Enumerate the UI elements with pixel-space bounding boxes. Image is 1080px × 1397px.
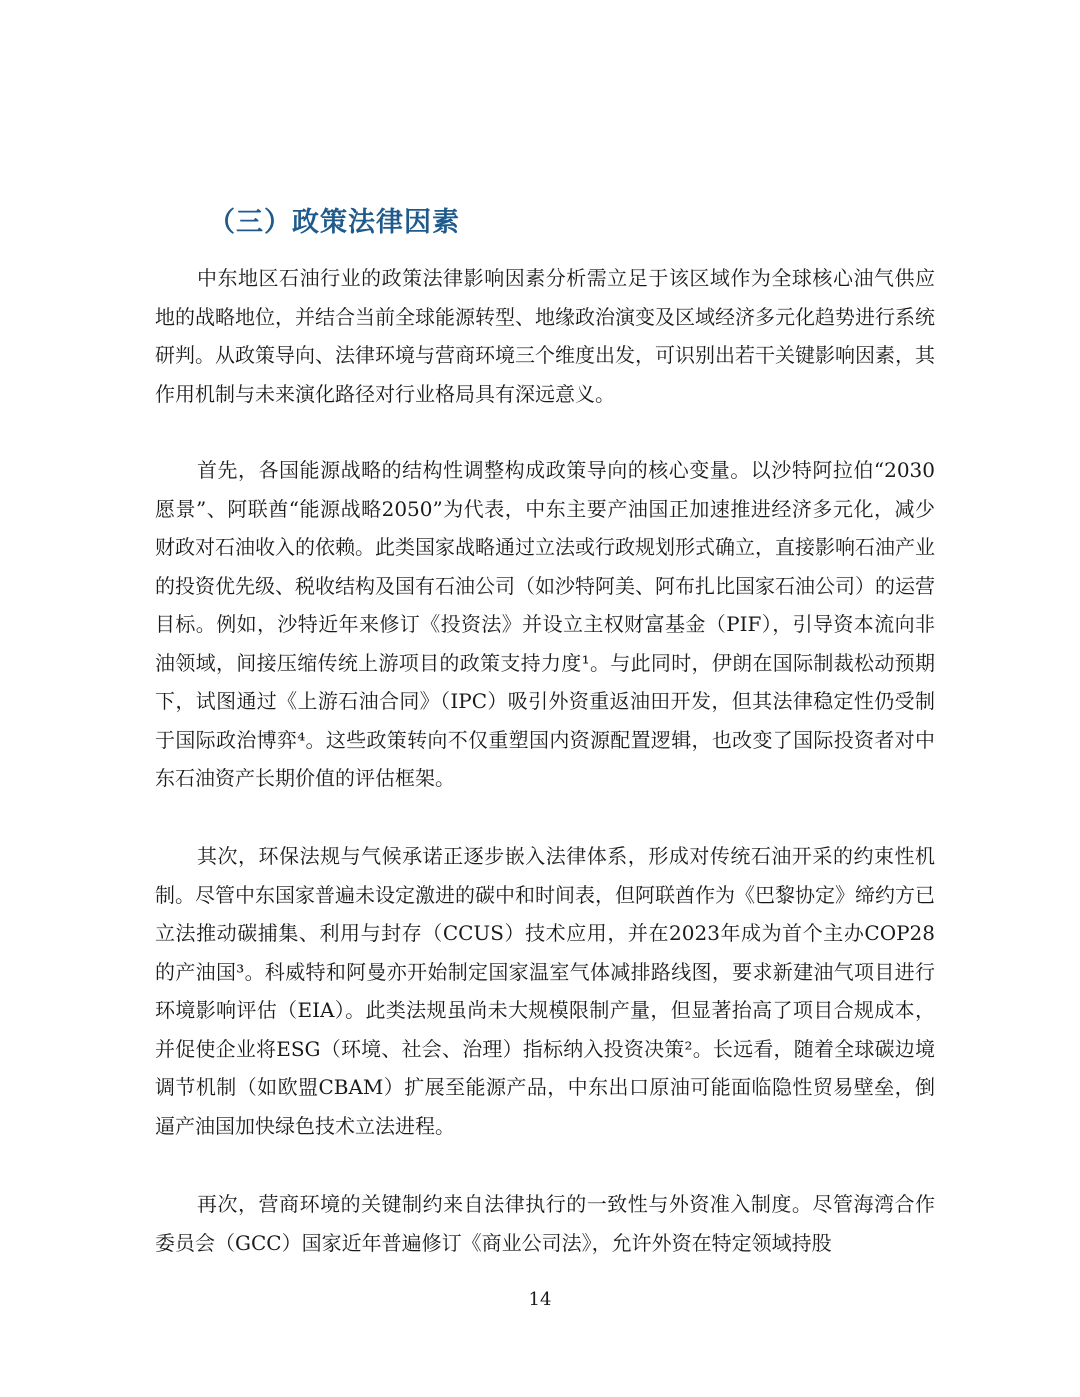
paragraph-energy-strategy: 首先，各国能源战略的结构性调整构成政策导向的核心变量。以沙特阿拉伯“2030愿景”、阿联酋“能源战略2050”为代表，中东主要产油国正加速推进经济多元化，减少财政对石油收入的依赖。此类国家战略通过立法或行政规划形式确立，直接影响石油产业的投资优先级、税收结构及国有石油公司（如沙特阿美、阿布扎比国家石油公司）的运营目标。例如，沙特近年来修订《投资法》并设立主权财富基金（PIF），引导资本流向非油领域，间接压缩传统上游项目的政策支持力度¹。与此同时，伊朗在国际制裁松动预期下，试图通过《上游石油合同》（IPC）吸引外资重返油田开发，但其法律稳定性仍受制于国际政治博弈⁴。这些政策转向不仅重塑国内资源配置逻辑，也改变了国际投资者对中东石油资产长期价值的评估框架。 <box>155 458 935 790</box>
paragraph-intro: 中东地区石油行业的政策法律影响因素分析需立足于该区域作为全球核心油气供应地的战略地位，并结合当前全球能源转型、地缘政治演变及区域经济多元化趋势进行系统研判。从政策导向、法律环境与营商环境三个维度出发，可识别出若干关键影响因素，其作用机制与未来演化路径对行业格局具有深远意义。 <box>155 266 935 406</box>
page-number: 14 <box>528 1289 552 1310</box>
section-heading: （三）政策法律因素 <box>208 207 460 238</box>
paragraph-environmental-regulation: 其次，环保法规与气候承诺正逐步嵌入法律体系，形成对传统石油开采的约束性机制。尽管中东国家普遍未设定激进的碳中和时间表，但阿联酋作为《巴黎协定》缔约方已立法推动碳捕集、利用与封存（CCUS）技术应用，并在2023年成为首个主办COP28的产油国³。科威特和阿曼亦开始制定国家温室气体减排路线图，要求新建油气项目进行环境影响评估（EIA）。此类法规虽尚未大规模限制产量，但显著抬高了项目合规成本，并促使企业将ESG（环境、社会、治理）指标纳入投资决策²。长远看，随着全球碳边境调节机制（如欧盟CBAM）扩展至能源产品，中东出口原油可能面临隐性贸易壁垒，倒逼产油国加快绿色技术立法进程。 <box>155 844 935 1138</box>
paragraph-business-environment: 再次，营商环境的关键制约来自法律执行的一致性与外资准入制度。尽管海湾合作委员会（GCC）国家近年普遍修订《商业公司法》，允许外资在特定领域持股 <box>155 1192 935 1255</box>
